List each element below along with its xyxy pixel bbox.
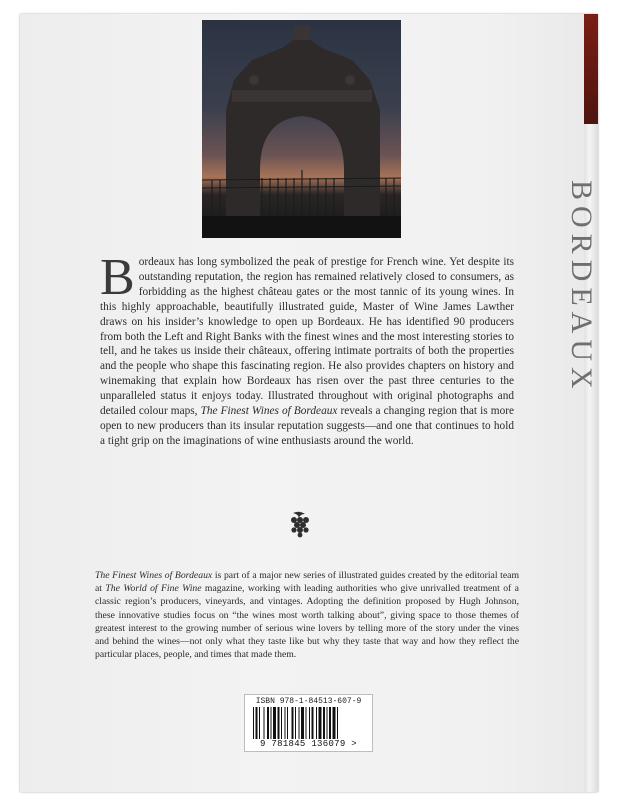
barcode-bar (327, 707, 328, 739)
book-description (100, 249, 514, 449)
barcode-bar (333, 707, 336, 739)
barcode-bar (323, 707, 325, 739)
barcode-bar (301, 707, 304, 739)
spine-color-band (584, 14, 598, 124)
barcode-bar (319, 707, 322, 739)
barcode-bar (306, 707, 307, 739)
book-title-italic: The Finest Wines of Bordeaux (95, 570, 213, 581)
barcode-bar (337, 707, 338, 739)
grape-cluster-icon (285, 510, 313, 538)
barcode-bar (309, 707, 310, 739)
series-text (95, 570, 519, 660)
chateau-gate-photo (202, 20, 401, 238)
barcode-bar (273, 707, 276, 739)
text-run: is part of a major new series of illustrated guides created by the editorial team at (95, 570, 519, 595)
chateau-arch-illustration (202, 20, 401, 238)
barcode-bar (264, 707, 265, 739)
barcode-bar (259, 707, 260, 739)
isbn-barcode (244, 694, 373, 752)
barcode-digits: 9 781845 136079 > (260, 739, 357, 749)
barcode-bar (285, 707, 286, 739)
barcode-bars (253, 707, 364, 739)
barcode-bar (267, 707, 269, 739)
description-text (100, 249, 514, 447)
barcode-bar (287, 707, 288, 739)
drop-cap: B (100, 249, 135, 306)
barcode-bar (295, 707, 296, 739)
book-title-italic: The Finest Wines of Bordeaux (200, 405, 338, 418)
barcode-bar (312, 707, 314, 739)
barcode-bar (299, 707, 300, 739)
series-description (95, 569, 519, 661)
text-run: ordeaux has long symbolized the peak of prestige for French wine. Yet despite its outstanding reputation, the region has remained relatively closed to consumers, as forbidding as the highest château gates or the most tannic of its young wines. In this highly approachable, beautifully illustrated guide, Master of Wine James Lawther draws on his insider’s knowledge to open up Bordeaux. He has identified 90 producers from both the Left and Right Banks with the finest wines and the most interesting stories to tell, and he takes us inside their châteaux, offering intimate portraits of both the properties and the people who shape this fascinating region. He also provides chapters on history and winemaking that explain how Bordeaux has risen over the past three centuries to the unparalleled status it enjoys today. Illustrated throughout with original photographs and detailed colour maps, (100, 256, 514, 418)
text-run: reveals a changing region that is more open to new producers than its insular reputation suggests—and one that continues to hold a tight grip on the imaginations of wine enthusiasts around the world. (100, 405, 514, 447)
barcode-bar (278, 707, 280, 739)
barcode-bar (253, 707, 254, 739)
isbn-label: ISBN 978-1-84513-607-9 (255, 697, 362, 706)
barcode-bar (271, 707, 272, 739)
barcode-bar (329, 707, 331, 739)
text-run: magazine, working with leading authorities who give unrivalled treatment of a classic region’s producers, vineyards, and vintages. Adopting the definition proposed by Hugh Johnson, these innovative studies focus on “the wines most worth talking about”, giving space to those themes of greatest interest to the growing number of serious wine lovers by telling more of the story under the vines and behind the wines—not only what they taste like but why they taste that way and how they reflect the particular places, people, and times that made them. (95, 583, 519, 661)
barcode-bar (292, 707, 294, 739)
barcode-bar (256, 707, 258, 739)
book-title-italic: The World of Fine Wine (105, 583, 202, 595)
barcode-bar (316, 707, 317, 739)
barcode-bar (281, 707, 282, 739)
spine-title: BORDEAUX (565, 180, 598, 395)
